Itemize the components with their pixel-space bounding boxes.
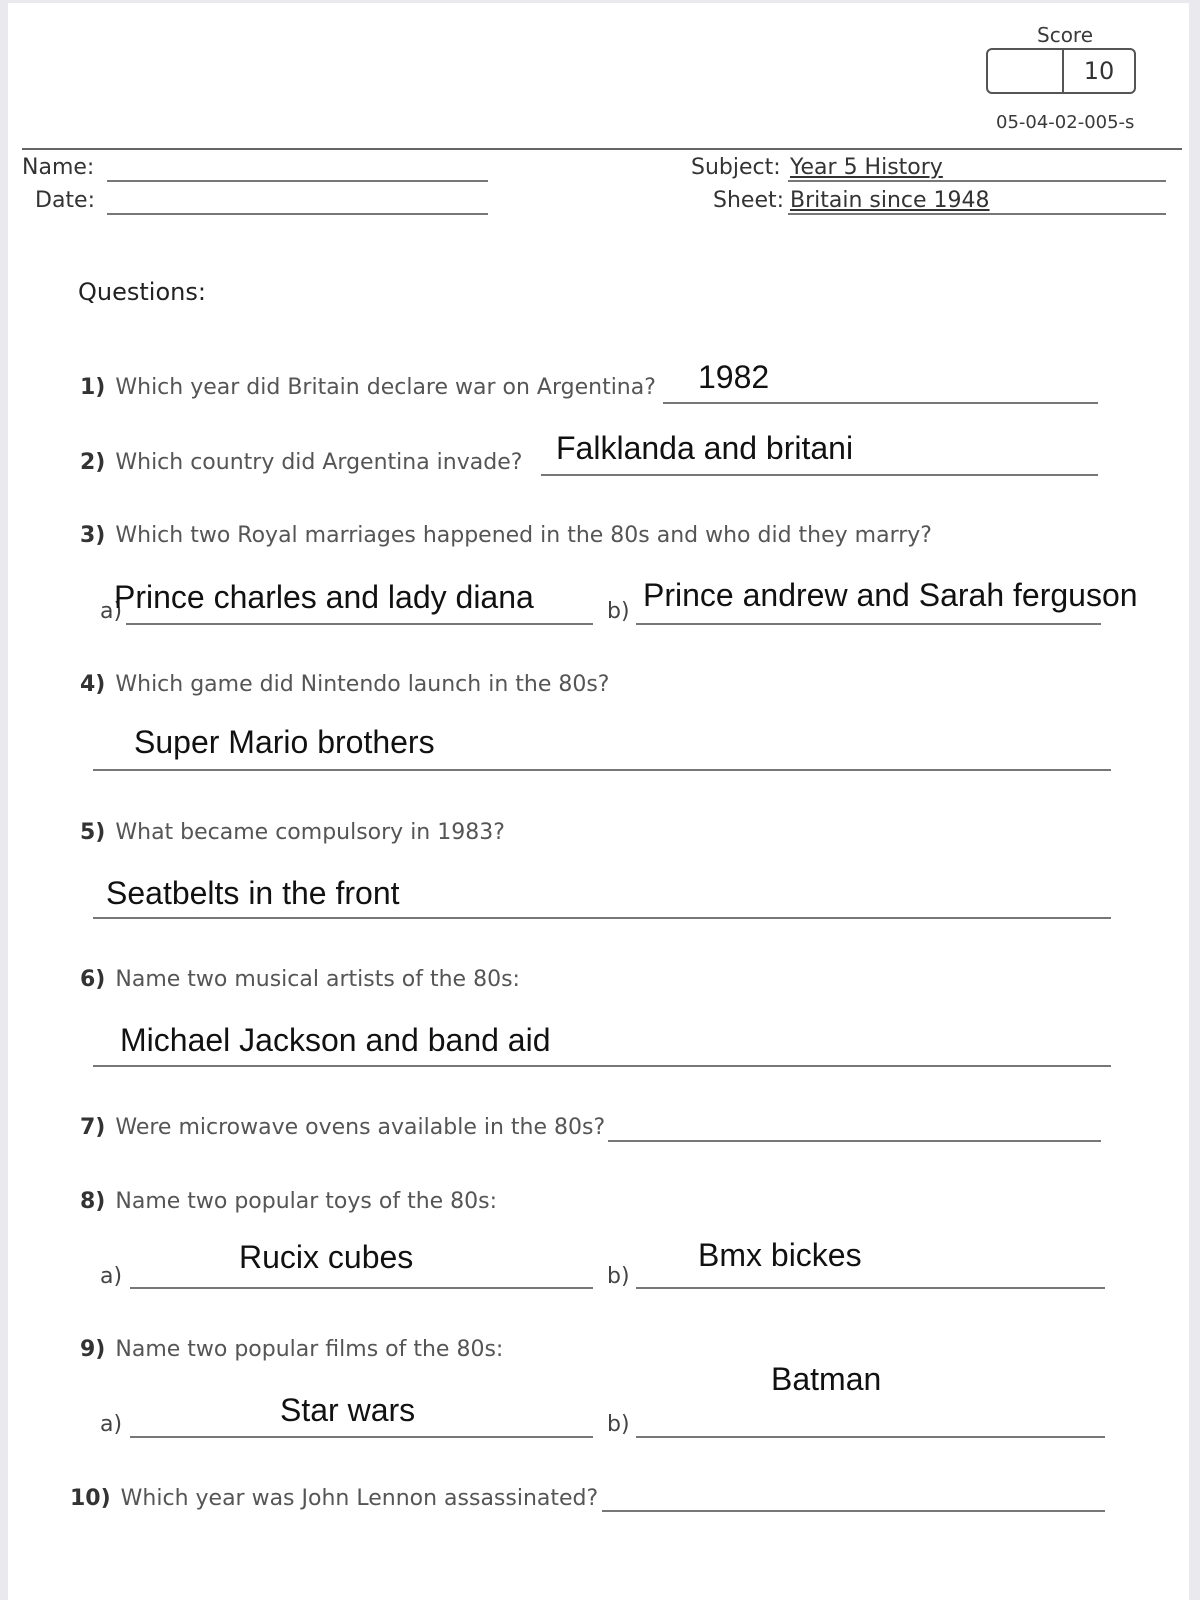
question-text: Which year was John Lennon assassinated? bbox=[120, 1486, 599, 1511]
question-5 bbox=[80, 820, 505, 845]
sub-label-a: a) bbox=[100, 599, 123, 624]
answer-5[interactable]: Seatbelts in the front bbox=[106, 875, 400, 911]
date-label: Date: bbox=[35, 188, 95, 213]
question-text: Name two popular films of the 80s: bbox=[115, 1337, 504, 1362]
answer-line-3b bbox=[636, 623, 1101, 625]
sub-label-b: b) bbox=[607, 1264, 630, 1289]
answer-4[interactable]: Super Mario brothers bbox=[134, 724, 435, 760]
answer-3b[interactable]: Prince andrew and Sarah ferguson bbox=[643, 577, 1138, 613]
answer-line-5 bbox=[93, 917, 1111, 919]
answer-3a[interactable]: Prince charles and lady diana bbox=[114, 579, 534, 615]
sheet-value: Britain since 1948 bbox=[790, 188, 990, 213]
question-6 bbox=[80, 967, 520, 992]
question-number: 1) bbox=[80, 375, 106, 400]
sheet-code: 05-04-02-005-s bbox=[996, 112, 1135, 133]
question-3 bbox=[80, 523, 932, 548]
sheet-label: Sheet: bbox=[713, 188, 785, 213]
answer-8b[interactable]: Bmx bickes bbox=[698, 1237, 862, 1273]
question-9 bbox=[80, 1337, 503, 1362]
sub-label-b: b) bbox=[607, 599, 630, 624]
sheet-field-line bbox=[788, 213, 1166, 215]
name-label: Name: bbox=[22, 155, 95, 180]
subject-value: Year 5 History bbox=[790, 155, 943, 180]
answer-line-7 bbox=[608, 1140, 1101, 1142]
answer-line-8b bbox=[636, 1287, 1105, 1289]
question-text: Which game did Nintendo launch in the 80s? bbox=[115, 672, 610, 697]
answer-line-10 bbox=[602, 1510, 1105, 1512]
header-divider bbox=[22, 148, 1182, 150]
sub-label-a: a) bbox=[100, 1264, 123, 1289]
subject-label: Subject: bbox=[691, 155, 781, 180]
question-number: 7) bbox=[80, 1115, 106, 1140]
question-number: 5) bbox=[80, 820, 106, 845]
subject-field-line bbox=[788, 180, 1166, 182]
answer-line-8a bbox=[130, 1287, 593, 1289]
question-2 bbox=[80, 450, 522, 475]
date-field-line[interactable] bbox=[107, 213, 488, 215]
sub-label-b: b) bbox=[607, 1412, 630, 1437]
question-number: 6) bbox=[80, 967, 106, 992]
sub-label-a: a) bbox=[100, 1412, 123, 1437]
question-8 bbox=[80, 1189, 497, 1214]
score-label: Score bbox=[1037, 23, 1094, 47]
question-text: Name two musical artists of the 80s: bbox=[115, 967, 520, 992]
question-number: 2) bbox=[80, 450, 106, 475]
questions-heading: Questions: bbox=[78, 278, 206, 306]
question-text: What became compulsory in 1983? bbox=[115, 820, 505, 845]
answer-6[interactable]: Michael Jackson and band aid bbox=[120, 1022, 551, 1058]
answer-line-6 bbox=[93, 1065, 1111, 1067]
question-text: Which two Royal marriages happened in the 80s and who did they marry? bbox=[115, 523, 932, 548]
question-4 bbox=[80, 672, 609, 697]
question-number: 9) bbox=[80, 1337, 106, 1362]
answer-line-4 bbox=[93, 769, 1111, 771]
score-value: 10 bbox=[1083, 57, 1115, 85]
question-number: 8) bbox=[80, 1189, 106, 1214]
answer-line-9a bbox=[130, 1436, 593, 1438]
score-box bbox=[986, 48, 1136, 94]
question-1 bbox=[80, 375, 656, 400]
answer-line-3a bbox=[126, 623, 593, 625]
answer-line-1 bbox=[663, 402, 1098, 404]
question-7 bbox=[80, 1115, 605, 1140]
question-text: Which year did Britain declare war on Argentina? bbox=[115, 375, 656, 400]
worksheet-page bbox=[8, 3, 1189, 1600]
answer-2[interactable]: Falklanda and britani bbox=[556, 430, 854, 466]
question-text: Were microwave ovens available in the 80s? bbox=[115, 1115, 606, 1140]
question-10 bbox=[70, 1486, 598, 1511]
answer-line-9b bbox=[636, 1436, 1105, 1438]
name-field-line[interactable] bbox=[107, 180, 488, 182]
question-number: 4) bbox=[80, 672, 106, 697]
question-number: 10) bbox=[70, 1486, 111, 1511]
answer-line-2 bbox=[541, 474, 1098, 476]
answer-8a[interactable]: Rucix cubes bbox=[239, 1239, 414, 1275]
answer-9a[interactable]: Star wars bbox=[280, 1392, 416, 1428]
answer-1[interactable]: 1982 bbox=[698, 359, 770, 395]
question-text: Which country did Argentina invade? bbox=[115, 450, 523, 475]
answer-9b[interactable]: Batman bbox=[771, 1361, 882, 1397]
question-number: 3) bbox=[80, 523, 106, 548]
question-text: Name two popular toys of the 80s: bbox=[115, 1189, 498, 1214]
